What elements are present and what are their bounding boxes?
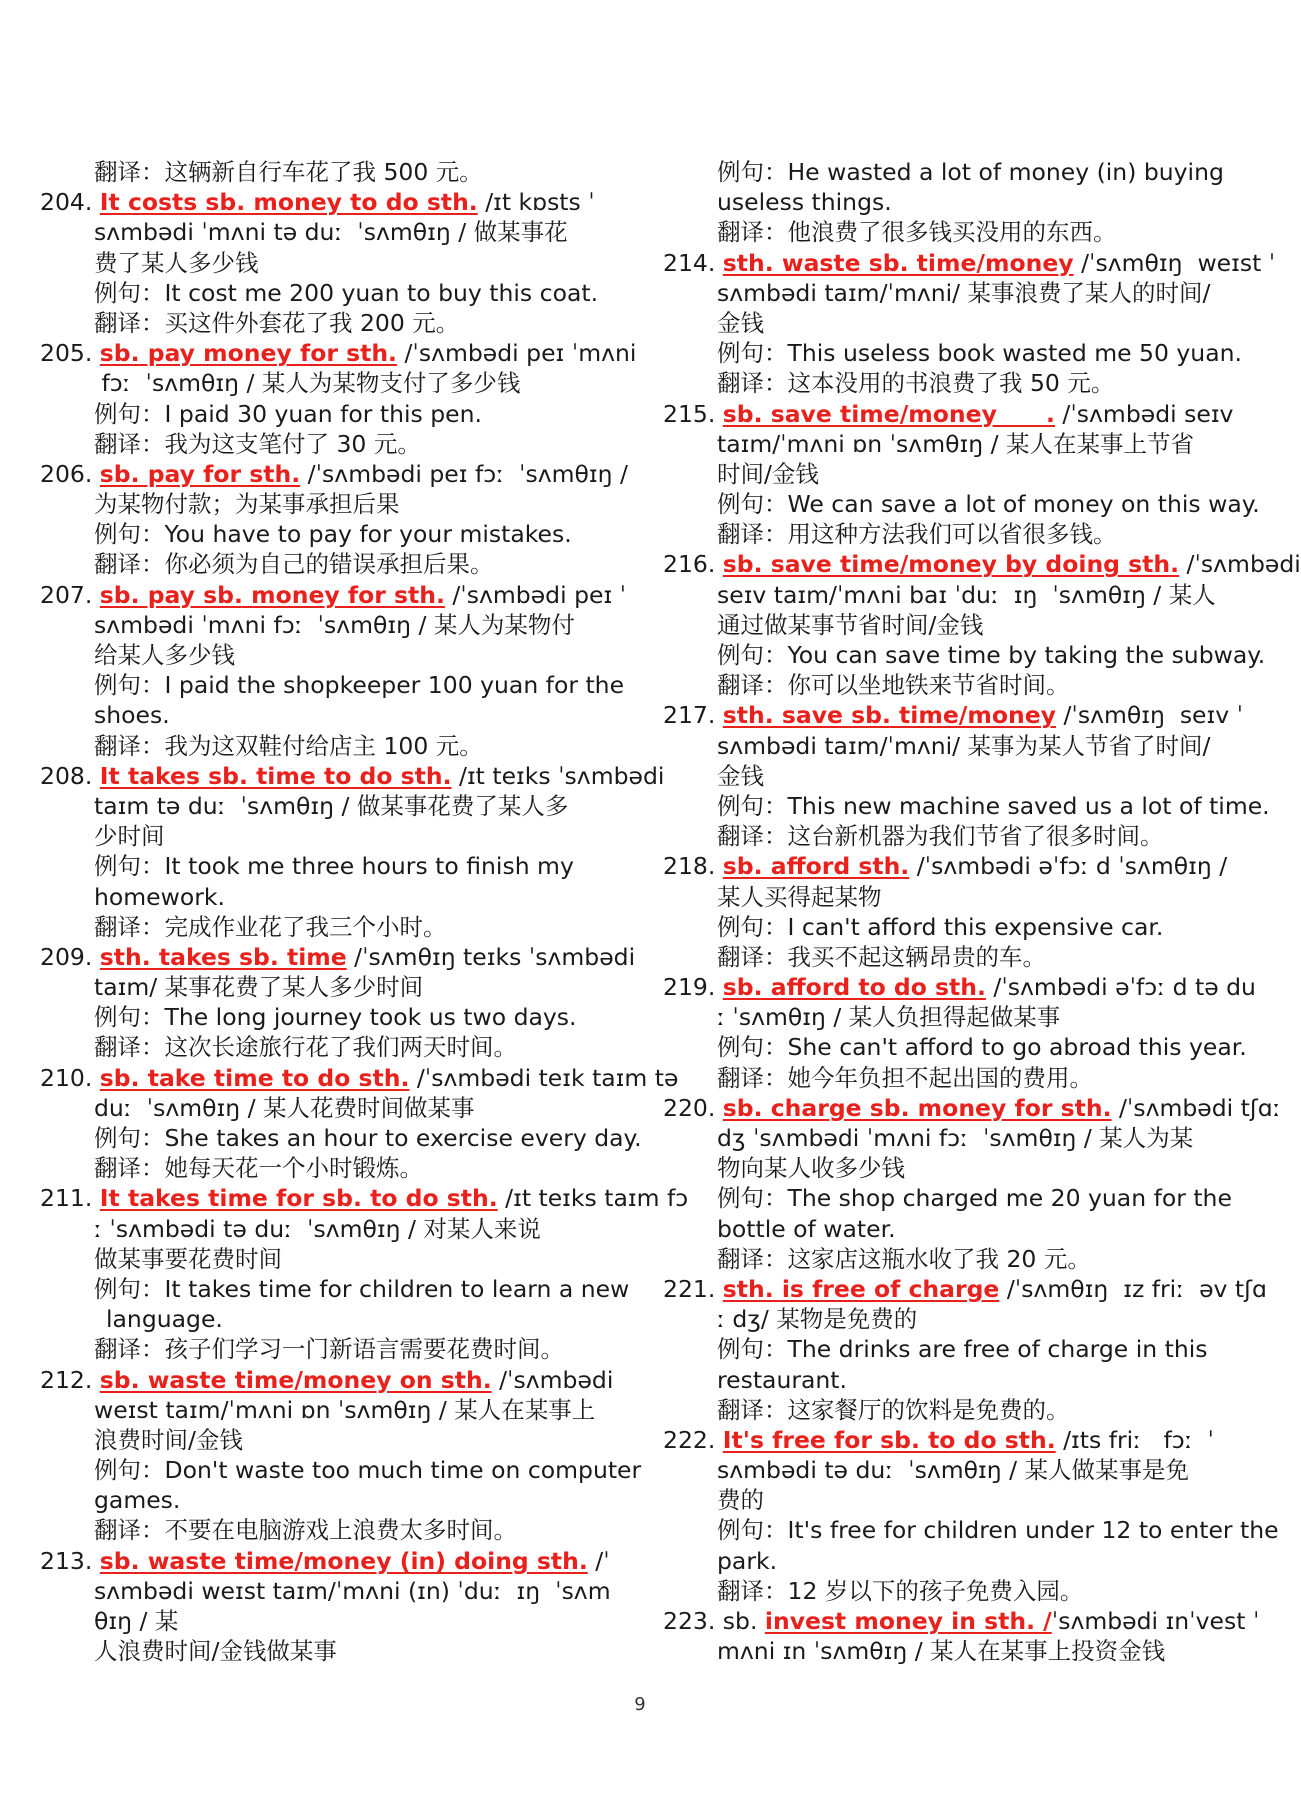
- entry-number: 219.: [663, 973, 723, 1002]
- line-text: ˈsʌmbədi ɪnˈvest ˈ: [1051, 1607, 1260, 1635]
- entry-heading-line: [663, 700, 1255, 730]
- phrase-highlight: sb. afford sth.: [722, 852, 910, 881]
- line-text: 翻译：这台新机器为我们节省了很多时间。: [717, 822, 1164, 851]
- entry-number: 212.: [40, 1365, 100, 1394]
- text-line: [663, 1546, 1255, 1576]
- phrase-highlight: sb. waste time/money on sth.: [99, 1365, 492, 1394]
- text-line: [40, 217, 630, 247]
- entry-number: 207.: [40, 580, 100, 609]
- text-line: [663, 580, 1255, 610]
- line-text: 例句：It cost me 200 yuan to buy this coat.: [94, 278, 599, 307]
- entry-heading-line: [663, 399, 1255, 429]
- phrase-highlight: sb. save time/money .: [722, 399, 1055, 428]
- text-line: [40, 640, 630, 670]
- entry-heading-line: [663, 972, 1255, 1002]
- line-text: /ˈsʌmbədi peɪ ˈ: [444, 580, 627, 609]
- phrase-highlight: sb. pay for sth.: [99, 459, 301, 488]
- text-line: [40, 1636, 630, 1666]
- text-line: [40, 791, 630, 821]
- text-line: [40, 549, 630, 579]
- text-line: [663, 489, 1260, 519]
- line-text: sʌmbədi ˈmʌni tə duː ˈsʌmθɪŋ / 做某事花: [94, 218, 568, 247]
- line-text: 翻译：这家店这瓶水收了我 20 元。: [717, 1244, 1091, 1273]
- line-text: 翻译：这本没用的书浪费了我 50 元。: [717, 369, 1115, 398]
- text-line: [40, 1576, 630, 1606]
- text-line: [40, 489, 630, 519]
- line-text: bottle of water.: [717, 1214, 896, 1243]
- entry-number: 220.: [663, 1093, 723, 1122]
- line-text: 例句：I can't afford this expensive car.: [717, 912, 1164, 941]
- phrase-highlight: sb. pay money for sth.: [99, 339, 397, 368]
- text-line: [40, 1485, 630, 1515]
- entry-number: 221.: [663, 1274, 723, 1303]
- phrase-highlight: sth. save sb. time/money: [722, 701, 1056, 730]
- text-line: [40, 1214, 630, 1244]
- text-line: [663, 187, 1255, 217]
- line-text: /ˈsʌmθɪŋ weɪst ˈ: [1073, 248, 1276, 277]
- line-text: sʌmbədi tə duː ˈsʌmθɪŋ / 某人做某事是免: [717, 1456, 1190, 1485]
- line-text: 例句：You have to pay for your mistakes.: [94, 520, 572, 549]
- line-text: 翻译：我为这支笔付了 30 元。: [94, 429, 421, 458]
- line-text: fɔː ˈsʌmθɪŋ / 某人为某物支付了多少钱: [94, 369, 521, 398]
- text-line: [663, 519, 1255, 549]
- text-line: [40, 851, 630, 881]
- text-line: [40, 429, 630, 459]
- text-line: [40, 278, 630, 308]
- line-text: dʒ ˈsʌmbədi ˈmʌni fɔː ˈsʌmθɪŋ / 某人为某: [717, 1124, 1194, 1152]
- line-text: θɪŋ / 某: [94, 1607, 179, 1635]
- line-text: /ˈsʌmbədi əˈfɔː d ˈsʌmθɪŋ /: [909, 852, 1228, 881]
- text-line: [663, 1123, 1255, 1153]
- line-text: /ˈsʌmbədi əˈfɔː d tə du: [985, 973, 1256, 1002]
- line-text: 翻译：这次长途旅行花了我们两天时间。: [94, 1033, 517, 1062]
- text-line: [663, 1002, 1255, 1032]
- line-text: 为某物付款；为某事承担后果: [94, 490, 400, 519]
- entry-heading-line: [40, 459, 630, 489]
- line-text: 例句：The shop charged me 20 yuan for the: [717, 1184, 1232, 1213]
- text-line: [663, 1304, 1255, 1334]
- text-line: [663, 942, 1255, 972]
- text-line: [40, 519, 630, 549]
- line-text: 费了某人多少钱: [94, 248, 259, 277]
- text-line: [663, 338, 1255, 368]
- line-text: useless things.: [717, 188, 892, 217]
- line-text: 翻译：这辆新自行车花了我 500 元。: [94, 158, 483, 186]
- line-text: /ˈsʌmbədi: [1179, 550, 1301, 579]
- line-text: /ɪt teɪks taɪm fɔ: [497, 1184, 689, 1213]
- entry-heading-line: [40, 338, 637, 368]
- entry-number: 209.: [40, 942, 100, 971]
- text-line: [40, 1002, 630, 1032]
- entry-number: 223. sb.: [663, 1607, 765, 1635]
- line-text: 例句：She takes an hour to exercise every day.: [94, 1124, 642, 1152]
- line-text: 翻译：他浪费了很多钱买没用的东西。: [717, 218, 1117, 247]
- line-text: /ˈsʌmbədi tʃɑː: [1111, 1093, 1281, 1122]
- line-text: /ɪts friː fɔː ˈ: [1055, 1425, 1214, 1454]
- entry-heading-line: [40, 942, 636, 972]
- text-line: [663, 1214, 1255, 1244]
- line-text: park.: [717, 1546, 778, 1575]
- text-line: [663, 761, 1255, 791]
- text-line: [40, 700, 630, 730]
- line-text: /ˈsʌmbədi: [491, 1365, 614, 1394]
- phrase-highlight: It costs sb. money to do sth.: [99, 188, 478, 217]
- line-text: homework.: [94, 882, 225, 911]
- text-line: [663, 278, 1255, 308]
- line-text: 翻译：我为这双鞋付给店主 100 元。: [94, 731, 483, 760]
- text-line: [663, 368, 1255, 398]
- line-text: seɪv taɪm/ˈmʌni baɪ ˈduː ɪŋ ˈsʌmθɪŋ / 某人: [717, 580, 1216, 609]
- text-line: [663, 821, 1255, 851]
- line-text: 人浪费时间/金钱做某事: [94, 1637, 337, 1666]
- line-text: ː ˈsʌmθɪŋ / 某人负担得起做某事: [717, 1003, 1061, 1032]
- line-text: /ɪt kɒsts ˈ: [477, 188, 595, 217]
- phrase-highlight: sth. waste sb. time/money: [722, 248, 1074, 277]
- entry-heading-line: [663, 248, 1276, 278]
- text-line: [40, 1274, 630, 1304]
- text-line: [663, 157, 1255, 187]
- text-line: [663, 1032, 1255, 1062]
- entry-heading-line: [40, 187, 630, 217]
- entry-heading-line: [40, 1365, 630, 1395]
- text-line: [663, 217, 1255, 247]
- right-column: [663, 157, 1301, 1666]
- text-line: [40, 399, 630, 429]
- line-text: /ɪt teɪks ˈsʌmbədi: [451, 761, 665, 790]
- line-text: language.: [106, 1305, 223, 1334]
- entry-number: 206.: [40, 459, 100, 488]
- text-line: [40, 1123, 642, 1153]
- phrase-highlight: sth. takes sb. time: [99, 942, 347, 971]
- text-line: [663, 1455, 1255, 1485]
- line-text: 例句：It's free for children under 12 to enter the: [717, 1516, 1279, 1545]
- text-line: [663, 1153, 1255, 1183]
- text-line: [663, 1636, 1255, 1666]
- text-line: [663, 308, 1255, 338]
- line-text: shoes.: [94, 701, 170, 730]
- line-text: 做某事要花费时间: [94, 1244, 282, 1273]
- text-line: [40, 1244, 630, 1274]
- phrase-highlight: It takes time for sb. to do sth.: [99, 1184, 498, 1213]
- text-line: [40, 368, 630, 398]
- line-text: 给某人多少钱: [94, 641, 235, 669]
- line-text: 例句：This new machine saved us a lot of time.: [717, 791, 1270, 820]
- text-line: [663, 1063, 1255, 1093]
- phrase-highlight: sth. is free of charge: [722, 1274, 1000, 1303]
- entry-number: 211.: [40, 1184, 100, 1213]
- line-text: 例句：You can save time by taking the subway.: [717, 641, 1266, 669]
- line-text: taɪm/ˈmʌni ɒn ˈsʌmθɪŋ / 某人在某事上节省: [717, 429, 1194, 458]
- line-text: taɪm/ 某事花费了某人多少时间: [94, 973, 424, 1002]
- text-line: [40, 1334, 630, 1364]
- entry-heading-line: [663, 851, 1255, 881]
- text-line: [40, 157, 630, 187]
- text-line: [40, 821, 630, 851]
- entry-number: 208.: [40, 761, 100, 790]
- text-line: [663, 1515, 1279, 1545]
- line-text: /ˈsʌmθɪŋ seɪv ˈ: [1055, 701, 1244, 730]
- line-text: 浪费时间/金钱: [94, 1425, 243, 1454]
- line-text: weɪst taɪm/ˈmʌni ɒn ˈsʌmθɪŋ / 某人在某事上: [94, 1395, 596, 1424]
- line-text: 例句：He wasted a lot of money (in) buying: [717, 158, 1224, 186]
- text-line: [40, 1425, 630, 1455]
- line-text: 例句：We can save a lot of money on this way.: [717, 490, 1260, 519]
- entry-number: 204.: [40, 188, 100, 217]
- line-text: 金钱: [717, 761, 764, 790]
- text-line: [663, 912, 1255, 942]
- phrase-highlight: It's free for sb. to do sth.: [722, 1425, 1056, 1454]
- phrase-highlight: invest money in sth. /: [764, 1607, 1052, 1635]
- text-line: [40, 670, 630, 700]
- line-text: 物向某人收多少钱: [717, 1154, 905, 1183]
- text-line: [40, 972, 630, 1002]
- text-line: [663, 640, 1266, 670]
- line-text: /ˈsʌmbədi peɪ fɔː ˈsʌmθɪŋ /: [300, 459, 628, 488]
- line-text: /ˈ: [587, 1546, 610, 1575]
- entry-heading-line: [40, 1546, 630, 1576]
- line-text: /ˈsʌmbədi teɪk taɪm tə: [409, 1063, 679, 1092]
- line-text: 少时间: [94, 822, 165, 851]
- entry-number: 214.: [663, 248, 723, 277]
- line-text: 翻译：用这种方法我们可以省很多钱。: [717, 520, 1117, 549]
- entry-heading-line: [40, 761, 665, 791]
- line-text: 金钱: [717, 308, 764, 337]
- text-line: [663, 1576, 1255, 1606]
- line-text: 翻译：孩子们学习一门新语言需要花费时间。: [94, 1335, 564, 1364]
- text-line: [663, 1395, 1255, 1425]
- phrase-highlight: sb. waste time/money (in) doing sth.: [99, 1546, 588, 1575]
- phrase-highlight: sb. take time to do sth.: [99, 1063, 410, 1092]
- text-line: [663, 610, 1255, 640]
- line-text: 翻译：完成作业花了我三个小时。: [94, 912, 447, 941]
- entry-number: 217.: [663, 701, 723, 730]
- text-line: [40, 1455, 642, 1485]
- line-text: restaurant.: [717, 1365, 847, 1394]
- entry-heading-line: [40, 1063, 679, 1093]
- line-text: 翻译：你可以坐地铁来节省时间。: [717, 671, 1070, 700]
- line-text: 翻译：我买不起这辆昂贵的车。: [717, 942, 1046, 971]
- entry-number: 216.: [663, 550, 723, 579]
- entry-heading-line: [663, 1425, 1255, 1455]
- line-text: 费的: [717, 1486, 764, 1515]
- text-line: [40, 610, 630, 640]
- line-text: 翻译：这家餐厅的饮料是免费的。: [717, 1395, 1070, 1424]
- text-line: [40, 308, 630, 338]
- text-line: [663, 429, 1255, 459]
- text-line: [40, 1395, 630, 1425]
- line-text: 例句：I paid the shopkeeper 100 yuan for the: [94, 671, 625, 700]
- text-line: [663, 882, 1255, 912]
- entry-number: 215.: [663, 399, 723, 428]
- line-text: 某人买得起某物: [717, 882, 882, 911]
- phrase-highlight: sb. afford to do sth.: [722, 973, 986, 1002]
- text-line: [40, 1093, 630, 1123]
- phrase-highlight: sb. charge sb. money for sth.: [722, 1093, 1112, 1122]
- text-line: [40, 912, 630, 942]
- text-line: [663, 1485, 1255, 1515]
- text-line: [663, 1244, 1255, 1274]
- text-line: [40, 1032, 630, 1062]
- line-text: ː ˈsʌmbədi tə duː ˈsʌmθɪŋ / 对某人来说: [94, 1214, 541, 1243]
- line-text: 翻译：不要在电脑游戏上浪费太多时间。: [94, 1516, 517, 1545]
- line-text: 时间/金钱: [717, 459, 819, 488]
- entry-heading-line: [663, 549, 1301, 579]
- entry-heading-line: [663, 1606, 1260, 1636]
- line-text: /ˈsʌmbədi seɪv: [1054, 399, 1234, 428]
- phrase-highlight: sb. save time/money by doing sth.: [722, 550, 1180, 579]
- text-line: [40, 248, 630, 278]
- text-line: [663, 1183, 1255, 1213]
- line-text: sʌmbədi ˈmʌni fɔː ˈsʌmθɪŋ / 某人为某物付: [94, 610, 575, 639]
- line-text: duː ˈsʌmθɪŋ / 某人花费时间做某事: [94, 1093, 475, 1122]
- entry-number: 222.: [663, 1425, 723, 1454]
- line-text: 翻译：买这件外套花了我 200 元。: [94, 308, 460, 337]
- line-text: 例句：She can't afford to go abroad this year.: [717, 1033, 1247, 1062]
- text-line: [663, 1365, 1255, 1395]
- line-text: 例句：It took me three hours to finish my: [94, 852, 574, 881]
- line-text: /ˈsʌmθɪŋ ɪz friː əv tʃɑ: [999, 1274, 1267, 1303]
- phrase-highlight: It takes sb. time to do sth.: [99, 761, 452, 790]
- text-line: [663, 731, 1255, 761]
- line-text: games.: [94, 1486, 181, 1515]
- entry-number: 218.: [663, 852, 723, 881]
- line-text: 例句：Don't waste too much time on computer: [94, 1456, 642, 1485]
- line-text: sʌmbədi taɪm/ˈmʌni/ 某事浪费了某人的时间/: [717, 278, 1211, 307]
- line-text: 例句：The drinks are free of charge in this: [717, 1335, 1208, 1364]
- entry-heading-line: [40, 1183, 689, 1213]
- entry-heading-line: [663, 1274, 1267, 1304]
- left-column: [40, 157, 689, 1666]
- line-text: taɪm tə duː ˈsʌmθɪŋ / 做某事花费了某人多: [94, 791, 569, 820]
- text-line: [40, 1304, 630, 1334]
- text-line: [40, 1153, 630, 1183]
- line-text: sʌmbədi weɪst taɪm/ˈmʌni (ɪn) ˈduː ɪŋ ˈsʌm: [94, 1576, 611, 1605]
- line-text: 翻译：她今年负担不起出国的费用。: [717, 1063, 1093, 1092]
- line-text: 例句：I paid 30 yuan for this pen.: [94, 399, 482, 428]
- text-line: [40, 731, 630, 761]
- text-line: [663, 459, 1255, 489]
- text-line: [40, 1606, 630, 1636]
- line-text: 翻译：12 岁以下的孩子免费入园。: [717, 1576, 1084, 1605]
- line-text: 通过做某事节省时间/金钱: [717, 610, 984, 639]
- line-text: ː dʒ/ 某物是免费的: [717, 1305, 918, 1334]
- text-line: [663, 791, 1270, 821]
- line-text: 例句：The long journey took us two days.: [94, 1003, 577, 1032]
- entry-number: 213.: [40, 1546, 100, 1575]
- line-text: 例句：It takes time for children to learn a new: [94, 1274, 630, 1303]
- line-text: /ˈsʌmbədi peɪ ˈmʌni: [397, 339, 637, 368]
- page-number: 9: [634, 1694, 646, 1715]
- line-text: 翻译：她每天花一个小时锻炼。: [94, 1154, 423, 1183]
- text-line: [40, 882, 630, 912]
- text-line: [663, 1334, 1255, 1364]
- text-line: [40, 1515, 630, 1545]
- phrase-highlight: sb. pay sb. money for sth.: [99, 580, 445, 609]
- line-text: /ˈsʌmθɪŋ teɪks ˈsʌmbədi: [346, 942, 636, 971]
- line-text: 翻译：你必须为自己的错误承担后果。: [94, 550, 494, 579]
- entry-heading-line: [663, 1093, 1281, 1123]
- line-text: mʌni ɪn ˈsʌmθɪŋ / 某人在某事上投资金钱: [717, 1637, 1166, 1666]
- entry-number: 210.: [40, 1063, 100, 1092]
- entry-number: 205.: [40, 339, 100, 368]
- line-text: sʌmbədi taɪm/ˈmʌni/ 某事为某人节省了时间/: [717, 731, 1211, 760]
- text-line: [663, 670, 1255, 700]
- line-text: 例句：This useless book wasted me 50 yuan.: [717, 339, 1242, 368]
- entry-heading-line: [40, 580, 630, 610]
